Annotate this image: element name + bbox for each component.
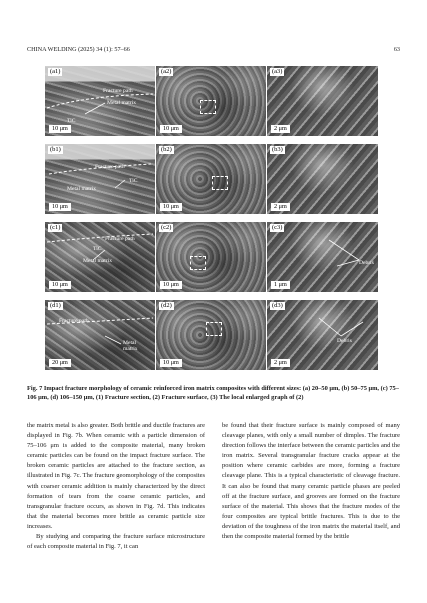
scale-bar: 2 μm	[271, 125, 290, 133]
panel-label: (d1)	[50, 302, 61, 309]
figure-7	[45, 66, 378, 370]
annotation-metal-matrix: Metal matrix	[123, 340, 138, 352]
scale-bar: 2 μm	[271, 203, 290, 211]
panel-label: (d2)	[161, 302, 172, 309]
page-number: 63	[393, 46, 400, 53]
annotation-debris: Debris	[337, 338, 352, 344]
annotation-metal-matrix: Metal matrix	[67, 186, 97, 192]
panel-label: (b1)	[50, 146, 61, 153]
panel-label: (d3)	[272, 302, 283, 309]
figure-caption: Fig. 7 Impact fracture morphology of ceramic reinforced iron matrix composites with different sizes: (a) 20–50 μm, (b) 50–75 μm, (c) 75–106 μm, (d) 106–150 μm, (1) Fracture section, (2) Fracture surface, (3) The local enlarged graph of (2)	[27, 385, 399, 402]
panel-a2	[156, 66, 266, 136]
annotation-debris: Debris	[359, 260, 374, 266]
panel-label: (c3)	[272, 224, 283, 231]
journal-citation: CHINA WELDING (2025) 34 (1): 57–66	[27, 46, 130, 53]
annotation-fracture-path: Fracture path	[59, 318, 89, 324]
panel-d2	[156, 300, 266, 370]
panel-d3	[267, 300, 378, 370]
panel-label: (a1)	[50, 68, 61, 75]
zoom-region-box	[212, 176, 228, 190]
scale-bar: 10 μm	[49, 203, 71, 211]
panel-b1	[45, 144, 155, 214]
scale-bar: 10 μm	[49, 281, 71, 289]
panel-label: (b3)	[272, 146, 283, 153]
scale-bar: 10 μm	[160, 281, 182, 289]
panel-c1	[45, 222, 155, 292]
panel-label: (a2)	[161, 68, 172, 75]
paragraph: be found that their fracture surface is mainly composed of many cleavage planes, with only a small number of dimples. The fracture direction follows the interface between the ceramic particles and the iron matrix. Several transgranular fracture cracks appear at the position where ceramic carbides are more, forming a fracture cleavage plane. This is a typical characteristic of cleavage fracture. It can also be found that many ceramic particle phases are peeled off at the fracture surface, and grooves are formed on the fracture surface of the material. This shows that the fracture modes of the four composites are typical brittle fractures. This is due to the deviation of the toughness of the iron matrix the material itself, and then the composite material formed by the brittle	[222, 422, 400, 541]
scale-bar: 10 μm	[160, 359, 182, 367]
panel-c2	[156, 222, 266, 292]
scale-bar: 20 μm	[49, 359, 71, 367]
body-column-left	[27, 421, 205, 552]
annotation-tic: TiC	[93, 246, 102, 252]
scale-bar: 2 μm	[271, 359, 290, 367]
panel-label: (a3)	[272, 68, 283, 75]
running-header	[27, 46, 400, 56]
scale-bar: 10 μm	[160, 125, 182, 133]
zoom-region-box	[190, 256, 206, 270]
scale-bar: 10 μm	[160, 203, 182, 211]
scale-bar: 10 μm	[49, 125, 71, 133]
panel-a3	[267, 66, 378, 136]
scale-bar: 1 μm	[271, 281, 290, 289]
body-column-right	[222, 421, 400, 542]
panel-b2	[156, 144, 266, 214]
panel-label: (c1)	[50, 224, 61, 231]
annotation-metal-matrix: Metal matrix	[107, 100, 137, 106]
annotation-tic: TiC	[67, 118, 76, 124]
paragraph: By studying and comparing the fracture surface microstructure of each composite material in Fig. 7, it can	[27, 533, 205, 551]
panel-label: (c2)	[161, 224, 172, 231]
annotation-fracture-path: Fracture path	[105, 236, 135, 242]
zoom-region-box	[200, 100, 216, 114]
panel-b3	[267, 144, 378, 214]
annotation-fracture-path: Fracture path	[95, 164, 125, 170]
annotation-metal-matrix: Metal matrix	[83, 258, 113, 264]
panel-a1	[45, 66, 155, 136]
zoom-region-box	[206, 322, 222, 336]
panel-label: (b2)	[161, 146, 172, 153]
annotation-tic: TiC	[129, 178, 138, 184]
panel-d1	[45, 300, 155, 370]
paragraph: the matrix metal is also greater. Both brittle and ductile fractures are displayed in Fig. 7b. When ceramic with a particle dimension of 75–106 μm is added to the composite material, many broken ceramic particles can be found on the impact fracture surface. The broken ceramic particles are attached to the fracture section, as illustrated in Fig. 7c. The fracture geomorphology of the composites with coarser ceramic addition is mainly characterized by the direct formation of tears from the coarse ceramic particles, and transgranular fracture occurs, as shown in Fig. 7d. This indicates that the material becomes more brittle as ceramic particle size increases.	[27, 422, 205, 530]
panel-c3	[267, 222, 378, 292]
annotation-fracture-path: Fracture path	[103, 88, 133, 94]
